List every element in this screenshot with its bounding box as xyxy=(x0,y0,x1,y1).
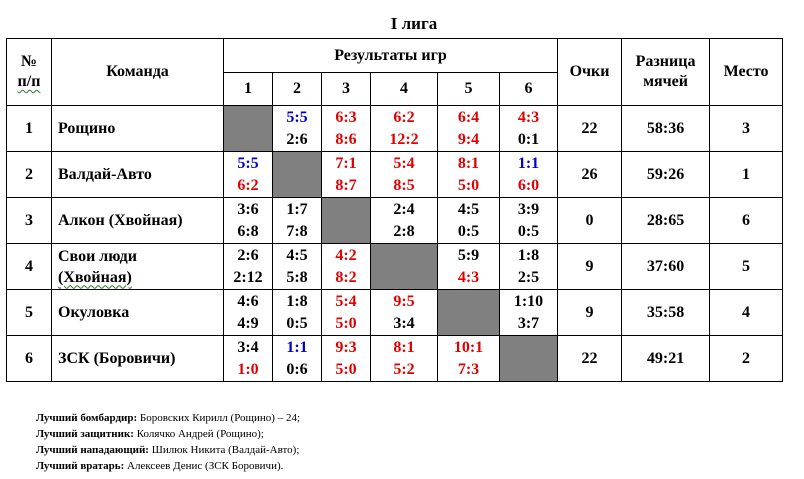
results-table xyxy=(6,38,783,382)
score-cell xyxy=(371,152,438,198)
score: 1:1 xyxy=(517,154,540,172)
score-cell xyxy=(371,290,438,336)
score: 1:10 xyxy=(513,292,544,310)
score: 4:2 xyxy=(335,246,357,264)
score: 1:0 xyxy=(237,360,259,378)
team-name: Алкон (Хвойная) xyxy=(52,198,224,244)
score: 8:2 xyxy=(335,268,357,286)
team-name: Свои люди (Хвойная) xyxy=(52,244,224,290)
score: 8:1 xyxy=(457,154,480,172)
score-cell xyxy=(322,152,371,198)
score: 2:8 xyxy=(393,222,415,240)
score: 5:4 xyxy=(335,292,357,310)
header-num: № п/п xyxy=(7,39,52,106)
table-row xyxy=(7,198,783,244)
score: 5:9 xyxy=(457,246,480,264)
row-number: 1 xyxy=(7,106,52,152)
points-cell: 9 xyxy=(558,244,622,290)
score: 9:5 xyxy=(393,292,415,310)
score-cell xyxy=(438,244,500,290)
score: 4:3 xyxy=(517,108,540,126)
diff-cell: 59:26 xyxy=(622,152,710,198)
score: 1:7 xyxy=(286,200,308,218)
score-cell xyxy=(500,152,558,198)
score: 6:4 xyxy=(457,108,480,126)
diff-cell: 35:58 xyxy=(622,290,710,336)
points-cell: 0 xyxy=(558,198,622,244)
score: 9:3 xyxy=(335,338,357,356)
score-cell xyxy=(500,198,558,244)
diff-cell: 28:65 xyxy=(622,198,710,244)
row-number: 2 xyxy=(7,152,52,198)
diagonal-cell xyxy=(322,198,371,244)
score: 0:5 xyxy=(286,314,308,332)
team-name: Окуловка xyxy=(52,290,224,336)
diagonal-cell xyxy=(273,152,322,198)
score-cell xyxy=(273,336,322,382)
table-row xyxy=(7,244,783,290)
score: 3:9 xyxy=(517,200,540,218)
score: 7:3 xyxy=(457,360,480,378)
table-row xyxy=(7,290,783,336)
score: 2:6 xyxy=(286,130,308,148)
score: 4:6 xyxy=(237,292,259,310)
score: 0:5 xyxy=(517,222,540,240)
score-cell xyxy=(500,244,558,290)
place-cell: 6 xyxy=(710,198,783,244)
score-cell xyxy=(224,198,273,244)
score: 2:6 xyxy=(237,246,259,264)
place-cell: 2 xyxy=(710,336,783,382)
score-cell xyxy=(224,244,273,290)
score-cell xyxy=(500,290,558,336)
table-row xyxy=(7,106,783,152)
score: 0:6 xyxy=(286,360,308,378)
score: 4:5 xyxy=(457,200,480,218)
score-cell xyxy=(224,152,273,198)
score: 3:4 xyxy=(237,338,259,356)
header-team: Команда xyxy=(52,39,224,106)
score: 5:4 xyxy=(393,154,415,172)
header-col-2: 2 xyxy=(273,73,322,106)
score: 4:5 xyxy=(286,246,308,264)
score-cell xyxy=(224,336,273,382)
score: 2:5 xyxy=(517,268,540,286)
score: 5:5 xyxy=(286,108,308,126)
table-row xyxy=(7,152,783,198)
score: 7:1 xyxy=(335,154,357,172)
score: 3:7 xyxy=(517,314,540,332)
score: 12:2 xyxy=(389,130,419,148)
score-cell xyxy=(371,198,438,244)
points-cell: 22 xyxy=(558,106,622,152)
score: 6:0 xyxy=(517,176,540,194)
score: 1:8 xyxy=(286,292,308,310)
score: 7:8 xyxy=(286,222,308,240)
score: 0:5 xyxy=(457,222,480,240)
diagonal-cell xyxy=(371,244,438,290)
league-title: I лига xyxy=(390,14,438,33)
score: 2:12 xyxy=(233,268,263,286)
score-cell xyxy=(322,290,371,336)
place-cell: 5 xyxy=(710,244,783,290)
awards-notes xyxy=(36,410,300,474)
score-cell xyxy=(500,106,558,152)
diff-cell: 49:21 xyxy=(622,336,710,382)
score-cell xyxy=(371,106,438,152)
points-cell: 9 xyxy=(558,290,622,336)
score: 2:4 xyxy=(393,200,415,218)
score-cell xyxy=(273,290,322,336)
score: 5:0 xyxy=(335,360,357,378)
diagonal-cell xyxy=(438,290,500,336)
header-col-5: 5 xyxy=(438,73,500,106)
points-cell: 22 xyxy=(558,336,622,382)
score: 4:9 xyxy=(237,314,259,332)
diagonal-cell xyxy=(500,336,558,382)
score: 5:0 xyxy=(457,176,480,194)
diagonal-cell xyxy=(224,106,273,152)
row-number: 3 xyxy=(7,198,52,244)
score-cell xyxy=(438,198,500,244)
score: 5:0 xyxy=(335,314,357,332)
score: 3:4 xyxy=(393,314,415,332)
header-points: Очки xyxy=(558,39,622,106)
award-line: Лучший бомбардир: Боровских Кирилл (Рощино) – 24; xyxy=(36,412,301,424)
row-number: 6 xyxy=(7,336,52,382)
results-rows xyxy=(7,106,783,382)
score: 6:2 xyxy=(393,108,415,126)
header-col-6: 6 xyxy=(500,73,558,106)
score: 1:8 xyxy=(517,246,540,264)
header-diff: Разница мячей xyxy=(622,39,710,106)
score-cell xyxy=(322,244,371,290)
award-line: Лучший вратарь: Алексеев Денис (ЗСК Боровичи). xyxy=(36,460,284,472)
score: 5:8 xyxy=(286,268,308,286)
row-number: 4 xyxy=(7,244,52,290)
score: 0:1 xyxy=(517,130,540,148)
points-cell: 26 xyxy=(558,152,622,198)
team-name: Валдай-Авто xyxy=(52,152,224,198)
score: 10:1 xyxy=(453,338,484,356)
score: 6:8 xyxy=(237,222,259,240)
diff-cell: 58:36 xyxy=(622,106,710,152)
diff-cell: 37:60 xyxy=(622,244,710,290)
score-cell xyxy=(273,198,322,244)
score: 3:6 xyxy=(237,200,259,218)
header-place: Место xyxy=(710,39,783,106)
score: 5:5 xyxy=(237,154,259,172)
score: 8:1 xyxy=(393,338,415,356)
header-results: Результаты игр xyxy=(224,39,558,73)
score: 9:4 xyxy=(457,130,480,148)
score: 5:2 xyxy=(393,360,415,378)
score: 6:2 xyxy=(237,176,259,194)
score-cell xyxy=(322,106,371,152)
score-cell xyxy=(438,106,500,152)
score-cell xyxy=(273,244,322,290)
score: 4:3 xyxy=(457,268,480,286)
score-cell xyxy=(438,152,500,198)
score: 8:7 xyxy=(335,176,357,194)
place-cell: 1 xyxy=(710,152,783,198)
header-col-3: 3 xyxy=(322,73,371,106)
table-row xyxy=(7,336,783,382)
score-cell xyxy=(371,336,438,382)
score-cell xyxy=(322,336,371,382)
score: 8:6 xyxy=(335,130,357,148)
award-line: Лучший защитник: Колячко Андрей (Рощино); xyxy=(36,428,264,440)
award-line: Лучший нападающий: Шилюк Никита (Валдай-Авто); xyxy=(36,444,300,456)
place-cell: 3 xyxy=(710,106,783,152)
header-col-1: 1 xyxy=(224,73,273,106)
team-name: Рощино xyxy=(52,106,224,152)
score-cell xyxy=(273,106,322,152)
header-col-4: 4 xyxy=(371,73,438,106)
score: 1:1 xyxy=(286,338,308,356)
score-cell xyxy=(438,336,500,382)
place-cell: 4 xyxy=(710,290,783,336)
score-cell xyxy=(224,290,273,336)
score: 6:3 xyxy=(335,108,357,126)
score: 8:5 xyxy=(393,176,415,194)
team-name: ЗСК (Боровичи) xyxy=(52,336,224,382)
row-number: 5 xyxy=(7,290,52,336)
